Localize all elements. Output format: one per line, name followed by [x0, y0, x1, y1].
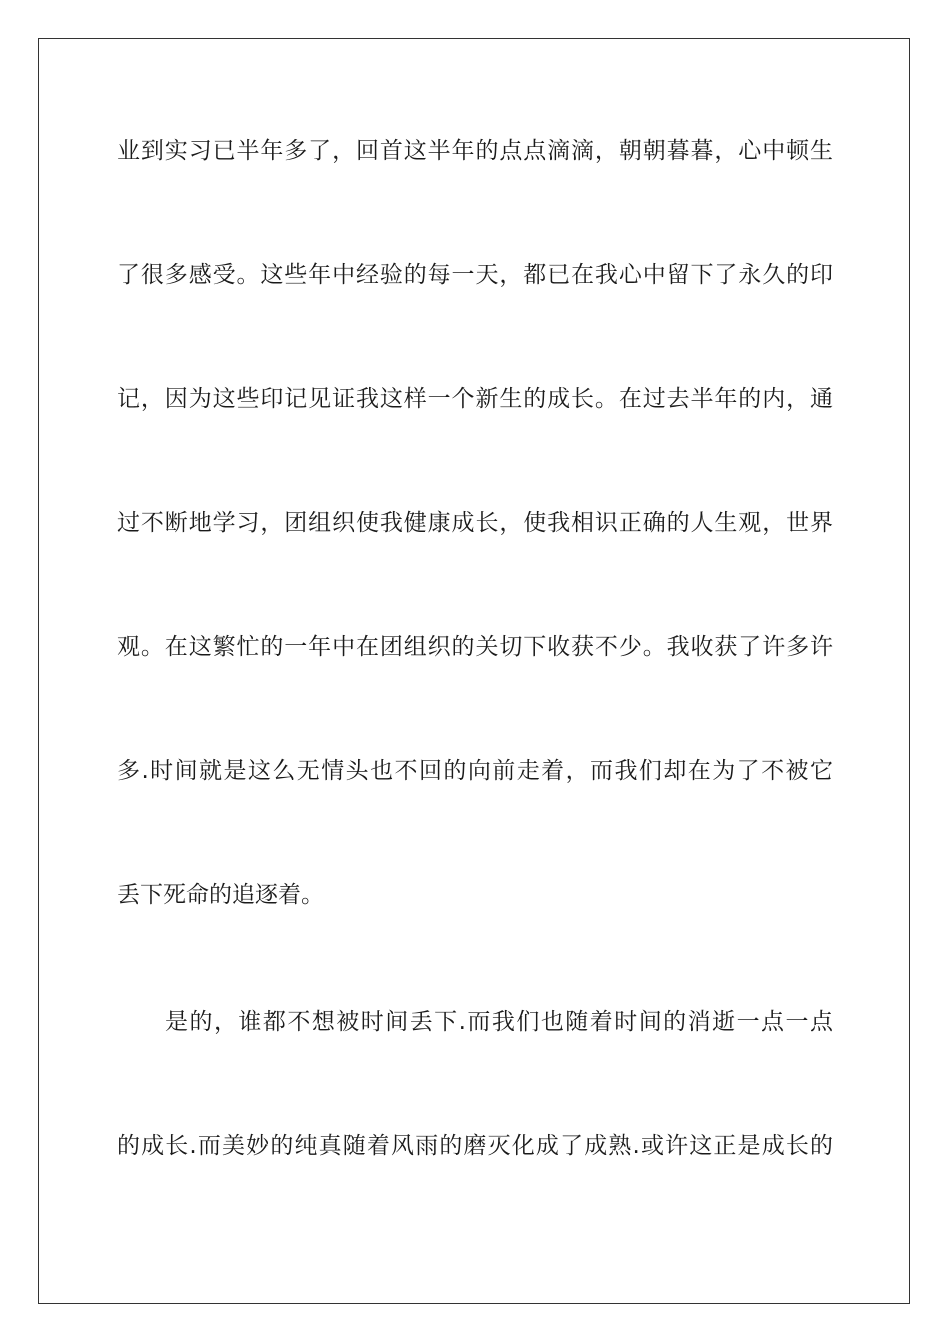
text-line-1: 业到实习已半年多了，回首这半年的点点滴滴，朝朝暮暮，心中顿生: [117, 138, 833, 164]
text-line-8: 是的，谁都不想被时间丢下.而我们也随着时间的消逝一点一点: [165, 1009, 833, 1035]
text-line-6: 多.时间就是这么无情头也不回的向前走着，而我们却在为了不被它: [117, 758, 833, 784]
text-line-9: 的成长.而美妙的纯真随着风雨的磨灭化成了成熟.或许这正是成长的: [117, 1133, 833, 1159]
text-line-3: 记，因为这些印记见证我这样一个新生的成长。在过去半年的内，通: [117, 386, 833, 412]
text-line-4: 过不断地学习，团组织使我健康成长，使我相识正确的人生观，世界: [117, 510, 833, 536]
text-line-5: 观。在这繁忙的一年中在团组织的关切下收获不少。我收获了许多许: [117, 634, 833, 660]
text-line-2: 了很多感受。这些年中经验的每一天，都已在我心中留下了永久的印: [117, 262, 833, 288]
page-frame: [38, 38, 910, 1304]
text-line-7: 丢下死命的追逐着。: [117, 882, 324, 908]
